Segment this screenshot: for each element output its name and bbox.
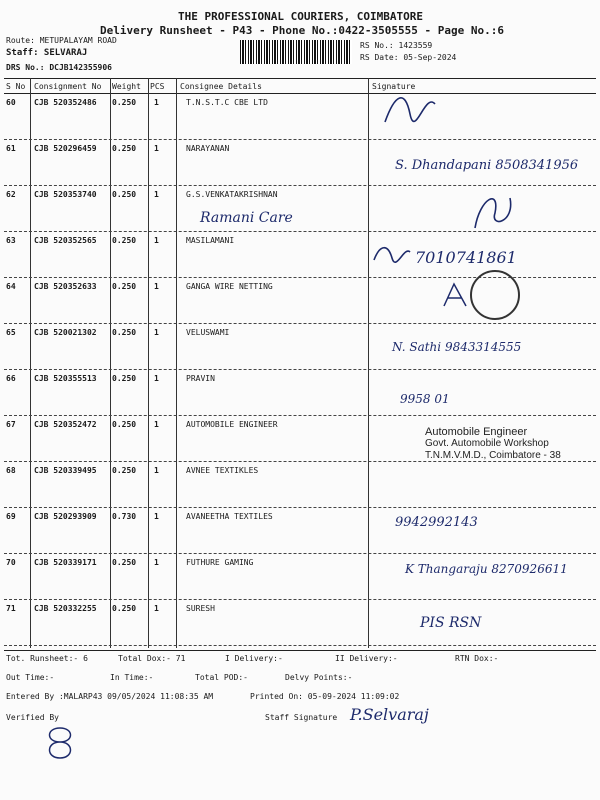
cell-weight: 0.250	[112, 190, 137, 199]
stamp-line3: T.N.M.V.M.D., Coimbatore - 38	[425, 450, 561, 461]
signature-69: 9942992143	[395, 515, 478, 530]
signature-64	[440, 280, 470, 310]
cell-weight: 0.250	[112, 144, 137, 153]
note-62: Ramani Care	[200, 210, 293, 226]
cell-weight: 0.730	[112, 512, 137, 521]
cell-consignee: AVNEE TEXTIKLES	[186, 466, 259, 475]
cell-consignee: AVANEETHA TEXTILES	[186, 512, 273, 521]
printed-on: Printed On: 05-09-2024 11:09:02	[250, 692, 400, 701]
in-time: In Time:-	[110, 673, 154, 682]
cell-weight: 0.250	[112, 420, 137, 429]
cell-sno: 61	[6, 144, 16, 153]
out-time: Out Time:-	[6, 673, 55, 682]
cell-pcs: 1	[154, 282, 159, 291]
signature-62	[470, 188, 520, 232]
signature-61: S. Dhandapani 8508341956	[395, 158, 579, 173]
verified-signature	[40, 722, 80, 762]
cell-consignee: T.N.S.T.C CBE LTD	[186, 98, 268, 107]
total-pod: Total POD:-	[195, 673, 248, 682]
rs-date: RS Date: 05-Sep-2024	[360, 53, 457, 62]
cell-consignment: CJB 520339171	[34, 558, 97, 567]
col-pcs: PCS	[150, 82, 165, 91]
rtn-dox: RTN Dox:-	[455, 654, 499, 663]
cell-consignment: CJB 520293909	[34, 512, 97, 521]
cell-sno: 68	[6, 466, 16, 475]
cell-pcs: 1	[154, 236, 159, 245]
cell-pcs: 1	[154, 374, 159, 383]
cell-sno: 63	[6, 236, 16, 245]
cell-pcs: 1	[154, 328, 159, 337]
table-row	[0, 508, 600, 554]
cell-sno: 62	[6, 190, 16, 199]
cell-consignment: CJB 520352633	[34, 282, 97, 291]
cell-weight: 0.250	[112, 374, 137, 383]
verified-by: Verified By	[6, 713, 59, 722]
company-title: THE PROFESSIONAL COURIERS, COIMBATORE	[178, 10, 424, 23]
route-label: Route: METUPALAYAM ROAD	[6, 36, 117, 45]
stamp-line2: Govt. Automobile Workshop	[425, 438, 549, 449]
entered-by: Entered By :MALARP43 09/05/2024 11:08:35 AM	[6, 692, 214, 701]
cell-pcs: 1	[154, 466, 159, 475]
row-divider	[4, 645, 596, 646]
cell-consignment: CJB 520355513	[34, 374, 97, 383]
cell-sno: 67	[6, 420, 16, 429]
cell-weight: 0.250	[112, 328, 137, 337]
signature-63-mark	[372, 240, 412, 266]
cell-consignee: VELUSWAMI	[186, 328, 230, 337]
runsheet-subtitle: Delivery Runsheet - P43 - Phone No.:0422-3505555 - Page No.:6	[100, 24, 504, 37]
table-row	[0, 462, 600, 508]
col-consignee: Consignee Details	[180, 82, 262, 91]
cell-weight: 0.250	[112, 282, 137, 291]
cell-consignment: CJB 520352486	[34, 98, 97, 107]
cell-consignment: CJB 520352565	[34, 236, 97, 245]
drs-number: DRS No.: DCJB142355906	[6, 63, 112, 72]
cell-consignee: MASILAMANI	[186, 236, 235, 245]
cell-sno: 60	[6, 98, 16, 107]
cell-pcs: 1	[154, 512, 159, 521]
cell-weight: 0.250	[112, 604, 137, 613]
cell-consignment: CJB 520339495	[34, 466, 97, 475]
signature-63: 7010741861	[415, 248, 517, 267]
col-consignment: Consignment No	[34, 82, 102, 91]
table-row	[0, 600, 600, 646]
cell-pcs: 1	[154, 98, 159, 107]
cell-sno: 66	[6, 374, 16, 383]
cell-sno: 70	[6, 558, 16, 567]
cell-sno: 71	[6, 604, 16, 613]
cell-consignee: GANGA WIRE NETTING	[186, 282, 273, 291]
cell-pcs: 1	[154, 604, 159, 613]
cell-pcs: 1	[154, 420, 159, 429]
cell-sno: 64	[6, 282, 16, 291]
cell-consignment: CJB 520353740	[34, 190, 97, 199]
cell-weight: 0.250	[112, 558, 137, 567]
cell-sno: 65	[6, 328, 16, 337]
staff-label: Staff: SELVARAJ	[6, 48, 88, 58]
cell-weight: 0.250	[112, 466, 137, 475]
cell-consignee: PRAVIN	[186, 374, 215, 383]
cell-pcs: 1	[154, 190, 159, 199]
cell-weight: 0.250	[112, 98, 137, 107]
rs-number: RS No.: 1423559	[360, 41, 433, 50]
table-row	[0, 370, 600, 416]
signature-60	[380, 84, 440, 128]
cell-weight: 0.250	[112, 236, 137, 245]
cell-consignment: CJB 520021302	[34, 328, 97, 337]
table-row	[0, 94, 600, 140]
cell-consignment: CJB 520352472	[34, 420, 97, 429]
signature-65: N. Sathi 9843314555	[392, 340, 522, 354]
cell-pcs: 1	[154, 558, 159, 567]
total-dox: Total Dox:- 71	[118, 654, 186, 663]
col-signature: Signature	[372, 82, 416, 91]
cell-consignee: FUTHURE GAMING	[186, 558, 254, 567]
col-sno: S No	[6, 82, 26, 91]
header-top-rule	[4, 78, 596, 79]
table-row	[0, 554, 600, 600]
cell-consignment: CJB 520332255	[34, 604, 97, 613]
signature-71: PIS RSN	[420, 615, 482, 631]
office-stamp	[425, 426, 561, 462]
staff-signature: P.Selvaraj	[350, 705, 429, 724]
footer-rule	[4, 650, 596, 651]
tot-runsheet: Tot. Runsheet:- 6	[6, 654, 88, 663]
stamp-line1: Automobile Engineer	[425, 426, 528, 438]
round-stamp	[470, 270, 520, 320]
staff-signature-label: Staff Signature	[265, 713, 338, 722]
signature-70: K Thangaraju 8270926611	[405, 562, 568, 576]
delvy-points: Delvy Points:-	[285, 673, 353, 682]
cell-consignee: G.S.VENKATAKRISHNAN	[186, 190, 278, 199]
cell-consignment: CJB 520296459	[34, 144, 97, 153]
cell-consignee: AUTOMOBILE ENGINEER	[186, 420, 278, 429]
cell-sno: 69	[6, 512, 16, 521]
col-weight: Weight	[112, 82, 141, 91]
signature-66: 9958 01	[400, 392, 450, 406]
cell-consignee: SURESH	[186, 604, 215, 613]
ii-delivery: II Delivery:-	[335, 654, 398, 663]
cell-pcs: 1	[154, 144, 159, 153]
cell-consignee: NARAYANAN	[186, 144, 230, 153]
barcode-image	[240, 40, 352, 64]
i-delivery: I Delivery:-	[225, 654, 283, 663]
